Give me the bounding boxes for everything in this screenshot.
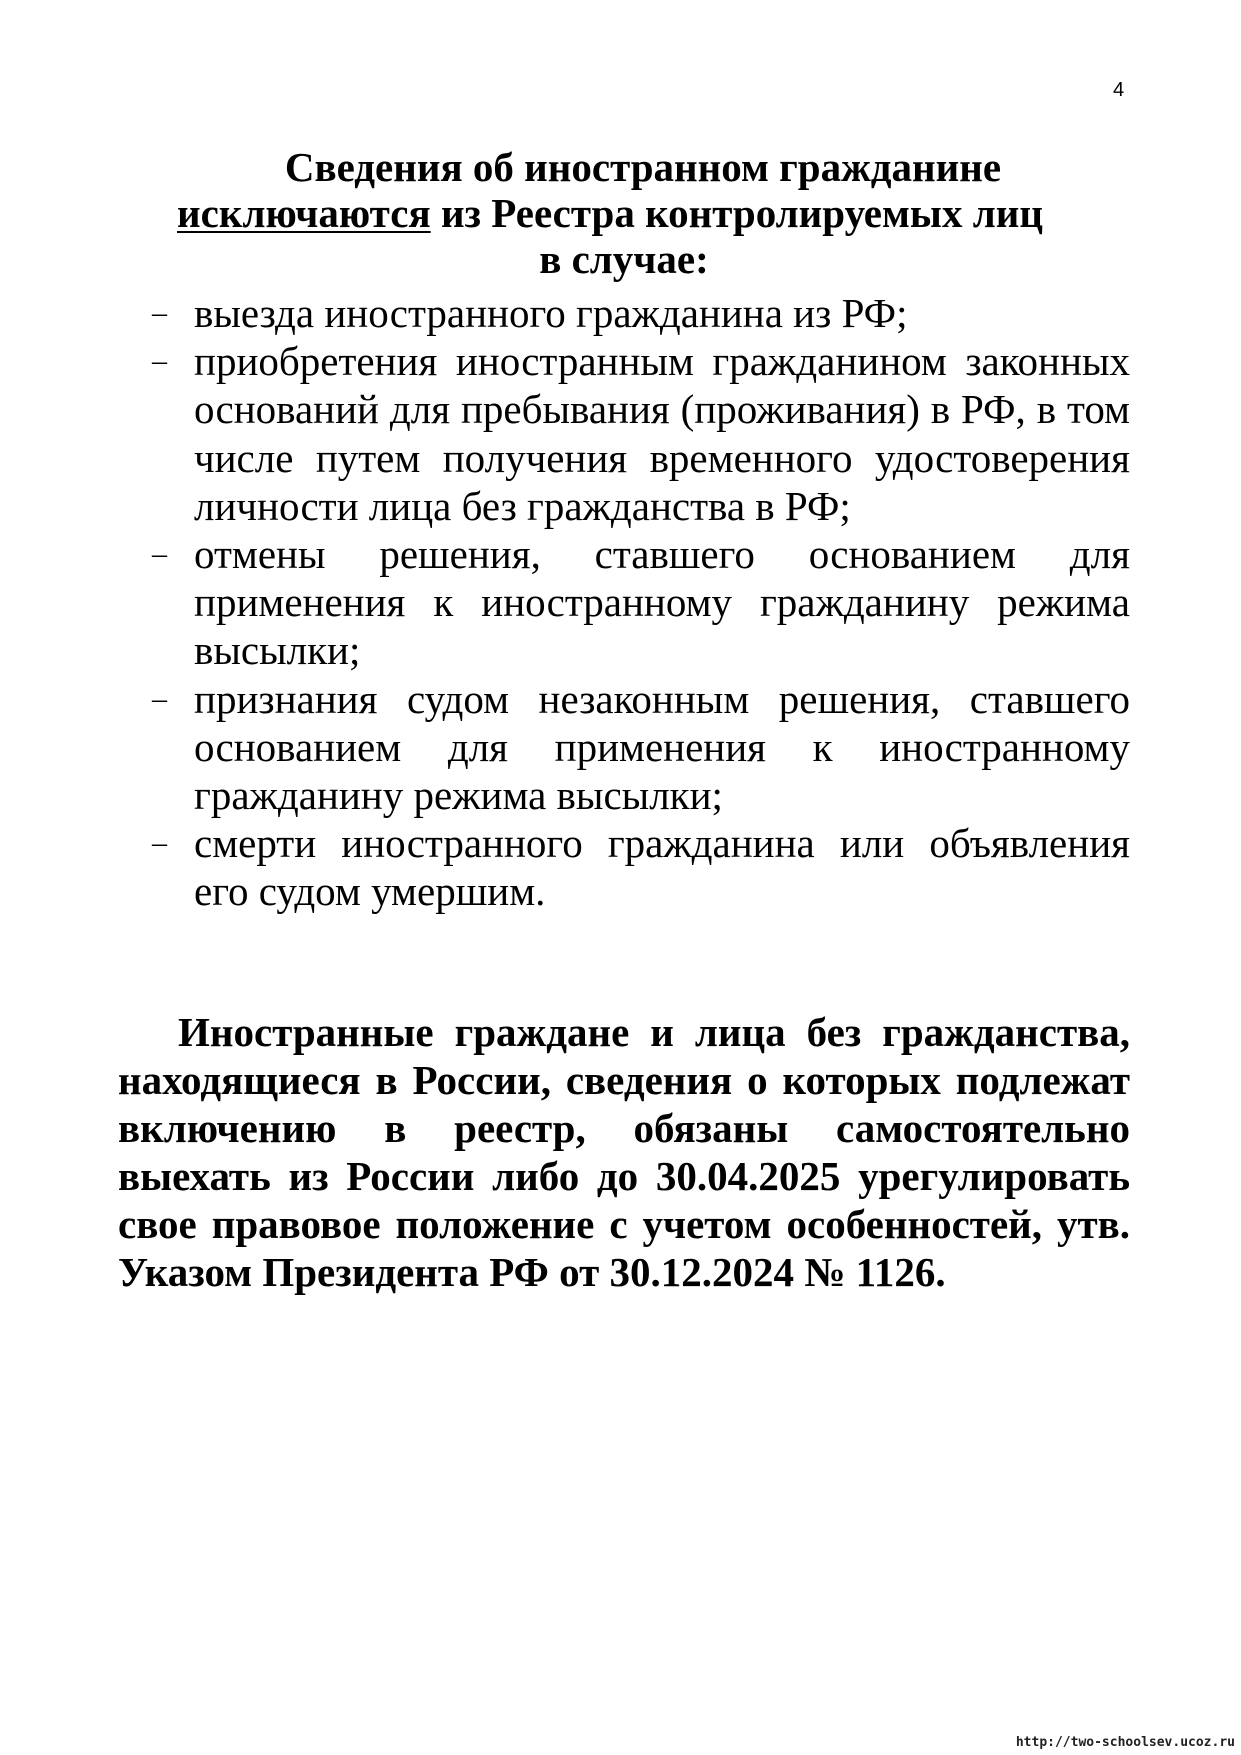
dash-bullet-icon: – (152, 537, 167, 571)
notice-paragraph: Иностранные граждане и лица без гражданства, находящиеся в России, сведения о которых подлежат включению в реестр, обязаны самостоятельно выехать из России либо до 30.04.2025 урегулировать свое правовое положение с учетом особенностей, утв. Указом Президента РФ от 30.12.2024 № 1126. (118, 1009, 1130, 1295)
source-url-watermark: http://two-schoolsev.ucoz.ru (1015, 1735, 1235, 1750)
heading-line-3: в случае: (539, 236, 709, 282)
exclusion-cases-list (150, 289, 1130, 916)
list-item-text: отмены решения, ставшего основанием для применения к иностранному гражданину режима высылки; (194, 531, 1130, 674)
list-item (150, 675, 1130, 820)
dash-bullet-icon: – (152, 296, 167, 329)
section-heading (118, 144, 1130, 282)
list-item-text: приобретения иностранным гражданином законных оснований для пребывания (проживания) в РФ, в том числе путем получения временного удостоверения личности лица без гражданства в РФ; (194, 338, 1130, 529)
heading-underlined-word: исключаются (177, 190, 431, 236)
heading-line-2-rest: из Реестра контролируемых лиц (430, 190, 1043, 236)
page-number: 4 (1113, 79, 1125, 101)
list-item (150, 819, 1130, 915)
list-item-text: выезда иностранного гражданина из РФ; (194, 290, 908, 336)
list-item (150, 289, 1130, 337)
list-item-text: смерти иностранного гражданина или объявления его судом умершим. (194, 820, 1130, 915)
list-item-text: признания судом незаконным решения, ставшего основанием для применения к иностранному гражданину режима высылки; (194, 675, 1130, 819)
list-item (150, 337, 1130, 530)
list-item (150, 530, 1130, 675)
dash-bullet-icon: – (152, 681, 167, 715)
heading-line-1: Сведения об иностранном гражданине (284, 144, 1002, 190)
dash-bullet-icon: – (152, 826, 167, 860)
heading-line-2 (118, 190, 1130, 236)
dash-bullet-icon: – (152, 344, 167, 378)
